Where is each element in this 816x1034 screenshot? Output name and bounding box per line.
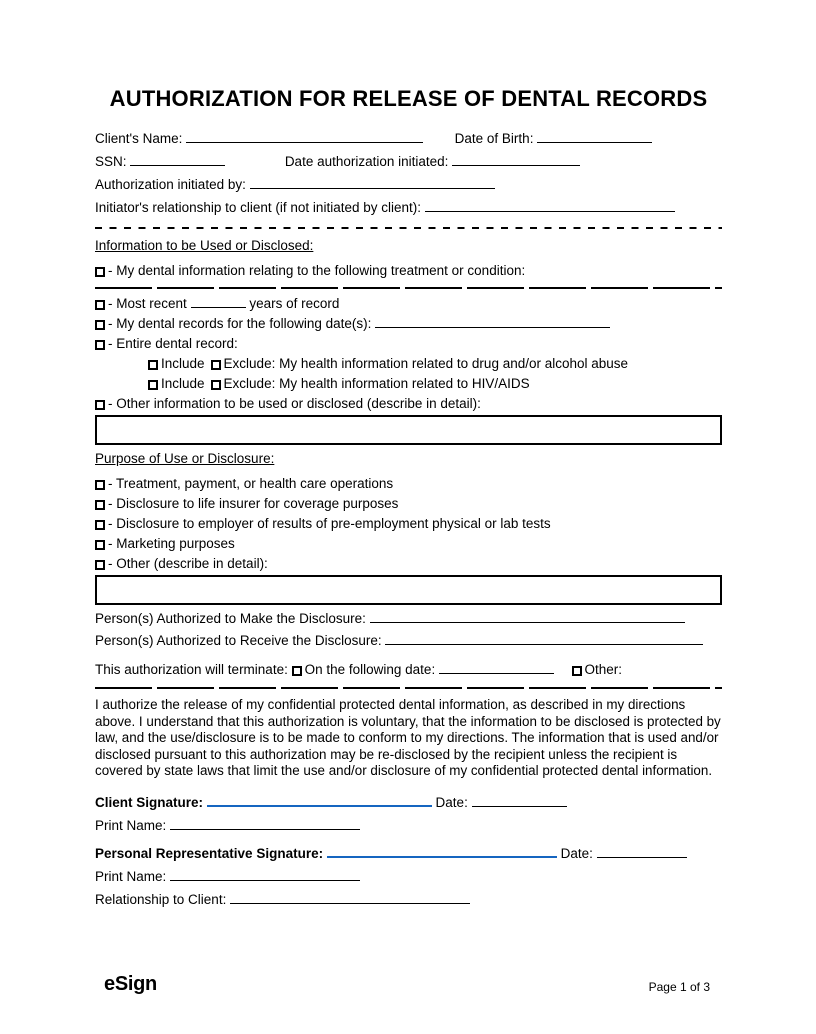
purpose-life-insurer-label: - Disclosure to life insurer for coverage purposes — [108, 496, 399, 511]
initiated-by-row — [95, 176, 722, 194]
rep-print-name-input[interactable] — [170, 868, 360, 881]
receive-disclosure-input[interactable] — [385, 632, 703, 645]
client-signature-input[interactable] — [207, 794, 432, 807]
initiator-relationship-row — [95, 199, 722, 217]
purpose-employer-checkbox[interactable] — [95, 520, 105, 530]
purpose-employer-label: - Disclosure to employer of results of pre-employment physical or lab tests — [108, 516, 551, 531]
exclude-hiv-checkbox[interactable] — [211, 380, 221, 390]
termination-prefix-label: This authorization will terminate: — [95, 662, 288, 677]
include-drug-checkbox[interactable] — [148, 360, 158, 370]
entire-record-label: - Entire dental record: — [108, 336, 238, 351]
ssn-row — [95, 153, 722, 171]
purpose-treatment-checkbox[interactable] — [95, 480, 105, 490]
client-signature-row — [95, 794, 722, 812]
option-other-info-row — [95, 394, 722, 413]
purpose-marketing-row — [95, 534, 722, 553]
drug-alcohol-row — [95, 354, 722, 373]
purpose-employer-row — [95, 514, 722, 533]
exclude-drug-checkbox[interactable] — [211, 360, 221, 370]
purpose-marketing-label: - Marketing purposes — [108, 536, 235, 551]
option-most-recent-row — [95, 294, 722, 313]
signature-block — [95, 794, 722, 909]
other-info-checkbox[interactable] — [95, 400, 105, 410]
client-print-name-label: Print Name: — [95, 817, 167, 833]
rep-signature-label: Personal Representative Signature: — [95, 845, 324, 861]
option-treatment-condition-row — [95, 261, 722, 280]
termination-other-input-line[interactable] — [95, 687, 722, 689]
purpose-life-insurer-row — [95, 494, 722, 513]
page-number: Page 1 of 3 — [648, 980, 710, 994]
termination-row — [95, 660, 722, 679]
date-initiated-input[interactable] — [452, 153, 580, 166]
dashed-divider — [95, 227, 722, 229]
date-initiated-label: Date authorization initiated: — [284, 154, 449, 169]
rep-signature-input[interactable] — [327, 845, 557, 858]
most-recent-label-suffix: years of record — [249, 296, 340, 311]
purpose-other-textbox[interactable] — [95, 575, 722, 605]
client-name-input[interactable] — [186, 130, 423, 143]
dob-label: Date of Birth: — [454, 131, 534, 146]
treatment-condition-checkbox[interactable] — [95, 267, 105, 277]
other-info-textbox[interactable] — [95, 415, 722, 445]
terminate-date-input[interactable] — [439, 661, 554, 674]
terminate-date-label: On the following date: — [304, 662, 436, 677]
include-hiv-label: Include — [161, 376, 205, 391]
make-disclosure-label: Person(s) Authorized to Make the Disclosure: — [95, 611, 366, 626]
initiated-by-input[interactable] — [250, 176, 495, 189]
purpose-other-row — [95, 554, 722, 573]
entire-record-checkbox[interactable] — [95, 340, 105, 350]
purpose-marketing-checkbox[interactable] — [95, 540, 105, 550]
exclude-drug-label: Exclude: My health information related to drug and/or alcohol abuse — [223, 356, 629, 371]
option-entire-record-row — [95, 334, 722, 353]
ssn-label: SSN: — [95, 154, 127, 169]
include-drug-label: Include — [161, 356, 205, 371]
client-date-label: Date: — [435, 794, 468, 810]
rep-date-input[interactable] — [597, 845, 687, 858]
ssn-input[interactable] — [130, 153, 225, 166]
terminate-date-checkbox[interactable] — [292, 666, 302, 676]
client-print-name-input[interactable] — [170, 817, 360, 830]
rep-print-name-label: Print Name: — [95, 868, 167, 884]
receive-disclosure-row — [95, 632, 722, 650]
make-disclosure-row — [95, 610, 722, 628]
initiator-relationship-input[interactable] — [425, 199, 675, 212]
most-recent-label-prefix: - Most recent — [108, 296, 187, 311]
initiated-by-label: Authorization initiated by: — [95, 177, 246, 192]
esign-logo: eSign — [104, 973, 157, 995]
record-dates-checkbox[interactable] — [95, 320, 105, 330]
other-info-label: - Other information to be used or disclosed (describe in detail): — [108, 396, 481, 411]
purpose-life-insurer-checkbox[interactable] — [95, 500, 105, 510]
treatment-condition-input-line[interactable] — [95, 287, 722, 289]
terminate-other-label: Other: — [584, 662, 623, 677]
purpose-other-label: - Other (describe in detail): — [108, 556, 268, 571]
record-dates-input[interactable] — [375, 315, 610, 328]
rep-signature-row — [95, 845, 722, 863]
client-print-name-row — [95, 817, 722, 835]
rep-date-label: Date: — [560, 845, 593, 861]
make-disclosure-input[interactable] — [370, 610, 685, 623]
treatment-condition-label: - My dental information relating to the following treatment or condition: — [108, 263, 526, 278]
page-title: AUTHORIZATION FOR RELEASE OF DENTAL RECORDS — [109, 86, 708, 111]
terminate-other-checkbox[interactable] — [572, 666, 582, 676]
option-record-dates-row — [95, 314, 722, 333]
initiator-relationship-label: Initiator's relationship to client (if not initiated by client): — [95, 200, 421, 215]
info-section-heading: Information to be Used or Disclosed: — [95, 238, 314, 253]
include-hiv-checkbox[interactable] — [148, 380, 158, 390]
receive-disclosure-label: Person(s) Authorized to Receive the Disclosure: — [95, 633, 382, 648]
most-recent-checkbox[interactable] — [95, 300, 105, 310]
purpose-section-heading: Purpose of Use or Disclosure: — [95, 451, 275, 466]
purpose-other-checkbox[interactable] — [95, 560, 105, 570]
client-date-input[interactable] — [472, 794, 567, 807]
rep-print-name-row — [95, 868, 722, 886]
relationship-row — [95, 891, 722, 909]
client-name-row — [95, 130, 722, 148]
most-recent-years-input[interactable] — [191, 295, 246, 308]
relationship-label: Relationship to Client: — [95, 891, 227, 907]
client-signature-label: Client Signature: — [95, 794, 204, 810]
dob-input[interactable] — [537, 130, 652, 143]
client-name-label: Client's Name: — [95, 131, 183, 146]
record-dates-label: - My dental records for the following date(s): — [108, 316, 372, 331]
hiv-aids-row — [95, 374, 722, 393]
purpose-treatment-row — [95, 474, 722, 493]
purpose-treatment-label: - Treatment, payment, or health care operations — [108, 476, 394, 491]
exclude-hiv-label: Exclude: My health information related to HIV/AIDS — [223, 376, 530, 391]
authorization-paragraph: I authorize the release of my confidential protected dental information, as described in my directions above. I understand that this authorization is voluntary, that the information to be disclosed is protected by law, and the use/disclosure is to be made to conform to my directions. The information that is used and/or disclosed pursuant to this authorization may be re-disclosed by the recipient unless the recipient is covered by state laws that limit the use and/or disclosure of my confidential protected dental information. — [95, 697, 721, 778]
relationship-input[interactable] — [230, 891, 470, 904]
